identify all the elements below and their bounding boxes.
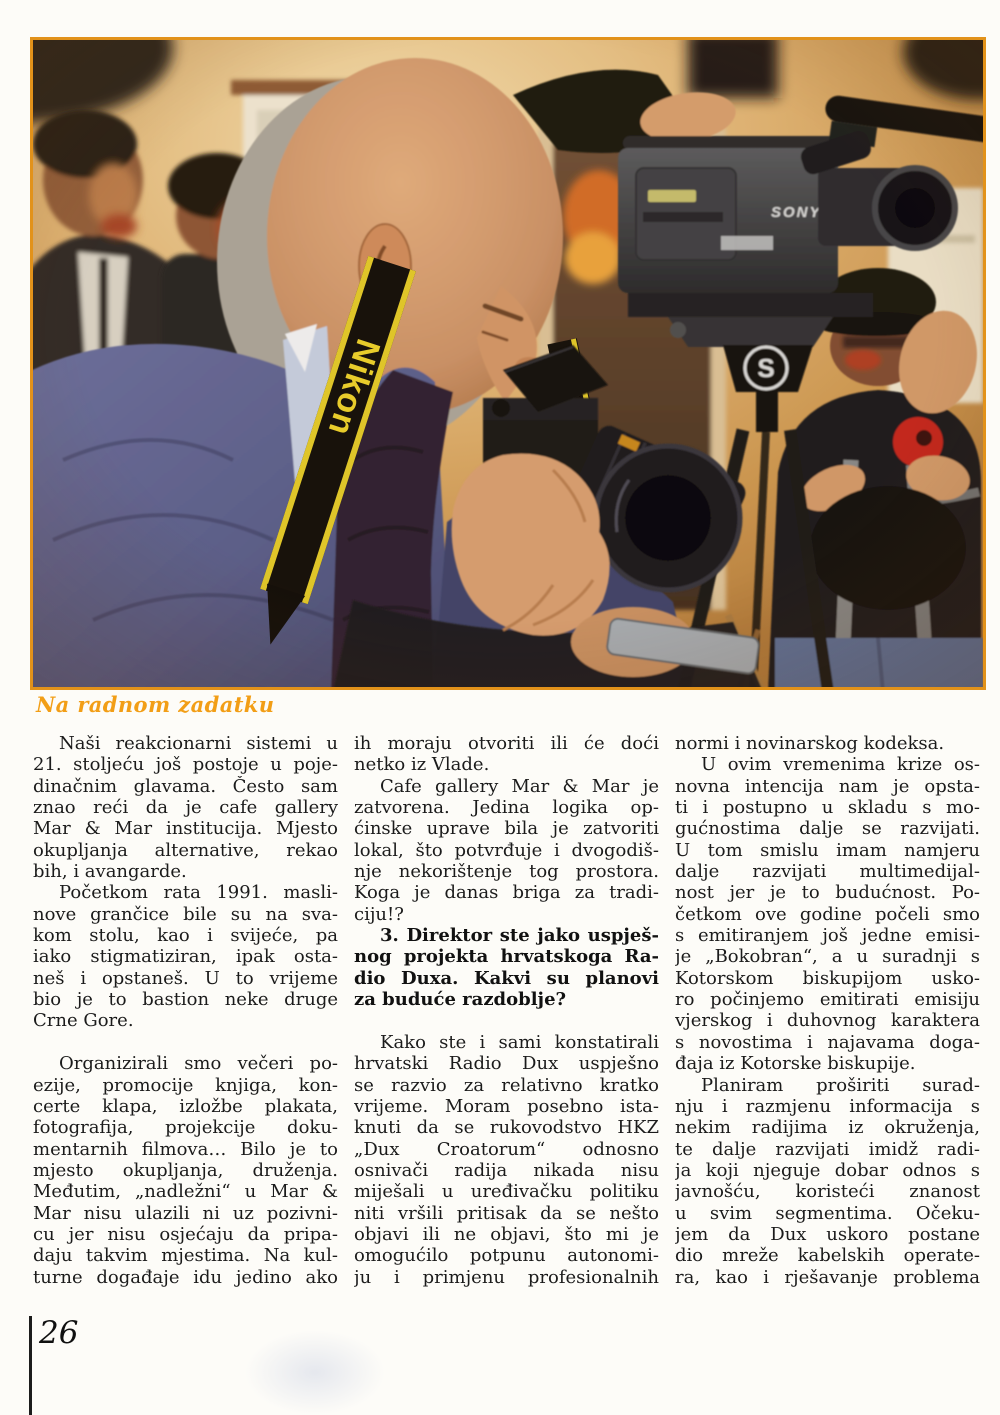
text-line: Mar nisu ulazili ni uz pozivni- (33, 1202, 338, 1224)
text-line: bio je to bastion neke druge (33, 989, 338, 1011)
text-line: bih, i avangarde. (33, 861, 187, 883)
text-line: dio mreže kabelskih operate- (675, 1245, 980, 1267)
page-number: 26 (39, 1315, 79, 1351)
text-line: kom stolu, kao i svijeće, pa (33, 925, 338, 947)
text-line: fotografija, projekcije doku- (33, 1117, 338, 1139)
text-line: se razvio za relativno kratko (354, 1074, 659, 1096)
text-line: normi i novinarskog kodeksa. (675, 733, 945, 754)
text-line: „Dux Croatorum“ odnosno (354, 1138, 659, 1160)
text-line: Cafe gallery Mar & Mar je (380, 775, 659, 797)
text-line: ro počinjemo emitirati emisiju (675, 989, 980, 1011)
text-line: neš i opstaneš. U to vrijeme (33, 967, 338, 989)
heading-line: nog projekta hrvatskoga Ra- (354, 946, 659, 968)
text-column (675, 733, 980, 1288)
text-line: dinačnim glavama. Često sam (33, 775, 338, 797)
text-line: cu jer nisu osjećaju da pripa- (33, 1223, 338, 1245)
text-line: Planiram proširiti surad- (701, 1074, 980, 1096)
text-line: ćinske uprave bila je zatvoriti (354, 818, 659, 840)
text-column (33, 733, 338, 1288)
text-line: 21. stoljeću još postoje u poje- (33, 754, 338, 776)
text-line: ju i primjenu profesionalnih (354, 1266, 659, 1288)
heading-line: za buduće razdoblje? (354, 989, 567, 1011)
text-line: Mar & Mar institucija. Mjesto (33, 818, 338, 840)
paragraph-spacer (354, 1010, 659, 1031)
text-line: ra, kao i rješavanje problema (675, 1266, 980, 1288)
text-line: s novostima i najavama doga- (675, 1031, 980, 1053)
text-line: s emitiranjem još jedne emisi- (675, 925, 980, 947)
text-line: U tom smislu imam namjeru (675, 839, 980, 861)
article-columns (33, 733, 980, 1288)
text-line: nje nekorištenje tog prostora. (354, 861, 659, 883)
text-line: mentarnih filmova… Bilo je to (33, 1138, 338, 1160)
text-line: netko iz Vlade. (354, 754, 490, 776)
text-line: novna intencija nam je opsta- (675, 775, 980, 797)
text-line: iako stigmatiziran, ipak osta- (33, 946, 338, 968)
text-line: vrijeme. Moram posebno ista- (354, 1095, 659, 1117)
text-line: te dalje razvijati imidž radi- (675, 1138, 980, 1160)
text-line: lokal, što potvrđuje i dvogodiš- (354, 839, 659, 861)
text-line: javnošću, koristeći znanost (675, 1181, 980, 1203)
text-line: zatvorena. Jedina logika op- (354, 797, 659, 819)
heading-line: 3. Direktor ste jako uspješ- (380, 925, 659, 947)
text-line: turne događaje idu jedino ako (33, 1266, 338, 1288)
text-line: nekim radijima iz okruženja, (675, 1117, 980, 1139)
text-line: Crne Gore. (33, 1010, 134, 1032)
text-line: daju takvim mjestima. Na kul- (33, 1245, 338, 1267)
text-line: dalje razvijati multimedijal- (675, 861, 980, 883)
text-line: jem da Dux uskoro postane (675, 1223, 980, 1245)
text-line: u svim segmentima. Očeku- (675, 1202, 980, 1224)
text-line: Početkom rata 1991. masli- (59, 882, 338, 904)
text-line: ja koji njeguje dobar odnos s (675, 1159, 980, 1181)
text-line: Međutim, „nadležni“ u Mar & (33, 1181, 338, 1203)
text-line: znao reći da je cafe gallery (33, 797, 338, 819)
text-line: nost jer je to budućnost. Po- (675, 882, 980, 904)
text-line: Kako ste i sami konstatirali (380, 1031, 659, 1053)
text-line: gućnostima dalje se razvijati. (675, 818, 980, 840)
text-line: U ovim vremenima krize os- (701, 754, 980, 776)
text-line: ciju!? (354, 903, 404, 925)
paragraph-spacer (33, 1032, 338, 1053)
text-line: knuti da se rukovodstvo HKZ (354, 1117, 659, 1139)
text-line: ezije, promocije knjiga, kon- (33, 1074, 338, 1096)
text-line: ih moraju otvoriti ili će doći (354, 733, 659, 754)
text-line: nju i razmjenu informacija s (675, 1095, 980, 1117)
text-line: nove grančice bile su na sva- (33, 903, 338, 925)
text-line: četkom ove godine počeli smo (675, 903, 980, 925)
folio-rule (29, 1316, 32, 1415)
vignette (33, 40, 983, 687)
text-line: omogućilo potpunu autonomi- (354, 1245, 659, 1267)
text-line: ti i postupno u skladu s mo- (675, 797, 980, 819)
text-line: Kotorskom biskupijom usko- (675, 967, 980, 989)
text-line: vjerskog i duhovnog karaktera (675, 1010, 980, 1032)
text-line: certe klapa, izložbe plakata, (33, 1095, 338, 1117)
text-line: je „Bokobran“, a u suradnji s (675, 946, 980, 968)
text-line: okupljanja alternative, rekao (33, 839, 338, 861)
heading-line: dio Duxa. Kakvi su planovi (354, 967, 659, 989)
pencil-smudge (245, 1330, 385, 1415)
text-line: Koga je danas briga za tradi- (354, 882, 659, 904)
press-photo (30, 37, 986, 690)
text-column (354, 733, 659, 1288)
text-line: niti vršili pritisak da se nešto (354, 1202, 659, 1224)
text-line: Organizirali smo večeri po- (59, 1053, 338, 1075)
text-line: hrvatski Radio Dux uspješno (354, 1053, 659, 1075)
text-line: miješali u uređivačku politiku (354, 1181, 659, 1203)
text-line: đaja iz Kotorske biskupije. (675, 1053, 916, 1075)
text-line: objavi ili ne objavi, što mi je (354, 1223, 659, 1245)
photo-caption: Na radnom zadatku (36, 692, 275, 717)
text-line: Naši reakcionarni sistemi u (59, 733, 338, 754)
text-line: osnivači radija nikada nisu (354, 1159, 659, 1181)
text-line: mjesto okupljanja, druženja. (33, 1159, 338, 1181)
